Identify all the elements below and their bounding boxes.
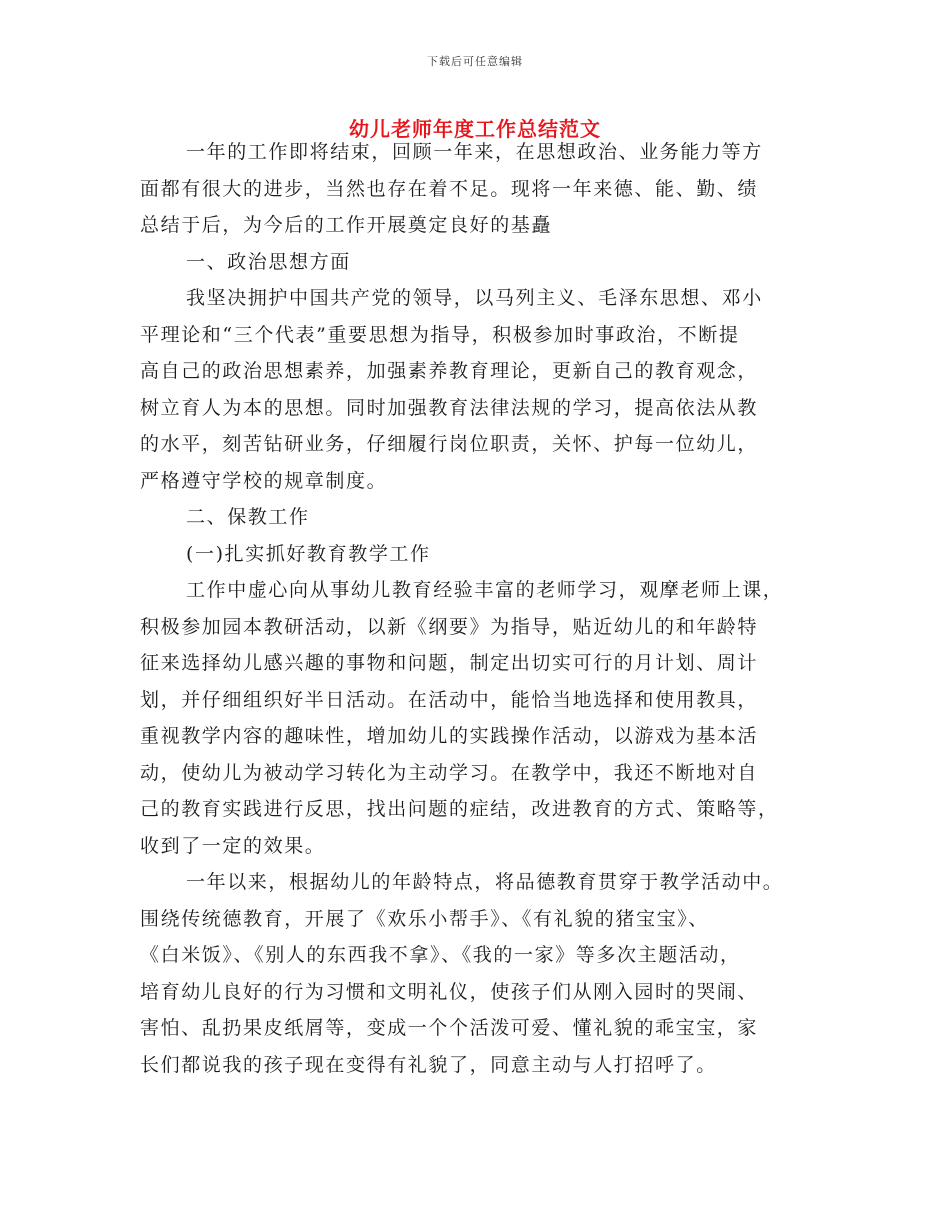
- body-line: 总结于后，为今后的工作开展奠定良好的基矗: [140, 214, 553, 236]
- body-line: 害怕、乱扔果皮纸屑等，变成一个个活泼可爱、懂礼貌的乖宝宝，家: [140, 1017, 759, 1039]
- body-line: 严格遵守学校的规章制度。: [140, 469, 388, 492]
- body-line: 积极参加园本教研活动，以新《纲要》为指导，贴近幼儿的和年龄特: [140, 615, 759, 638]
- body-line: 面都有很大的进步，当然也存在着不足。现将一年来德、能、勤、绩: [140, 177, 759, 200]
- body-line: 二、保教工作: [186, 506, 310, 528]
- body-line: 收到了一定的效果。: [140, 834, 326, 857]
- body-line: 一、政治思想方面: [186, 250, 351, 273]
- body-line: 围绕传统德教育，开展了《欢乐小帮手》、《有礼貌的猪宝宝》、: [140, 907, 709, 930]
- body-line: 一年以来，根据幼儿的年龄特点，将品德教育贯穿于教学活动中。: [186, 871, 784, 893]
- body-line: 培育幼儿良好的行为习惯和文明礼仪，使孩子们从刚入园时的哭闹、: [140, 980, 759, 1003]
- document-body: [140, 134, 810, 1083]
- header-note: 下载后可任意编辑: [427, 55, 523, 68]
- body-line: 划，并仔细组织好半日活动。在活动中，能恰当地选择和使用教具，: [140, 688, 759, 711]
- body-line: 高自己的政治思想素养，加强素养教育理论，更新自己的教育观念，: [140, 360, 759, 382]
- body-line: 重视教学内容的趣味性，增加幼儿的实践操作活动，以游戏为基本活: [140, 725, 759, 747]
- body-line: 长们都说我的孩子现在变得有礼貌了，同意主动与人打招呼了。: [140, 1053, 717, 1076]
- body-line: 一年的工作即将结束，回顾一年来，在思想政治、业务能力等方: [186, 141, 763, 163]
- body-line: 我坚决拥护中国共产党的领导，以马列主义、毛泽东思想、邓小: [186, 287, 763, 309]
- document-title: 幼儿老师年度工作总结范文: [349, 117, 601, 141]
- body-line: 征来选择幼儿感兴趣的事物和问题，制定出切实可行的月计划、周计: [140, 652, 759, 674]
- body-line: 的水平，刻苦钻研业务，仔细履行岗位职责，关怀、护每一位幼儿，: [140, 433, 759, 455]
- body-line: 树立育人为本的思想。同时加强教育法律法规的学习，提高依法从教: [140, 396, 759, 419]
- body-line: 工作中虚心向从事幼儿教育经验丰富的老师学习，观摩老师上课，: [186, 579, 784, 601]
- body-line: 动，使幼儿为被动学习转化为主动学习。在教学中，我还不断地对自: [140, 761, 759, 784]
- body-line: 平理论和“三个代表”重要思想为指导，积极参加时事政治，不断提: [140, 323, 740, 346]
- body-line: 《白米饭》、《别人的东西我不拿》、《我的一家》等多次主题活动，: [140, 944, 741, 966]
- body-line: 己的教育实践进行反思，找出问题的症结，改进教育的方式、策略等，: [140, 798, 779, 820]
- body-line: (一)扎实抓好教育教学工作: [186, 542, 431, 565]
